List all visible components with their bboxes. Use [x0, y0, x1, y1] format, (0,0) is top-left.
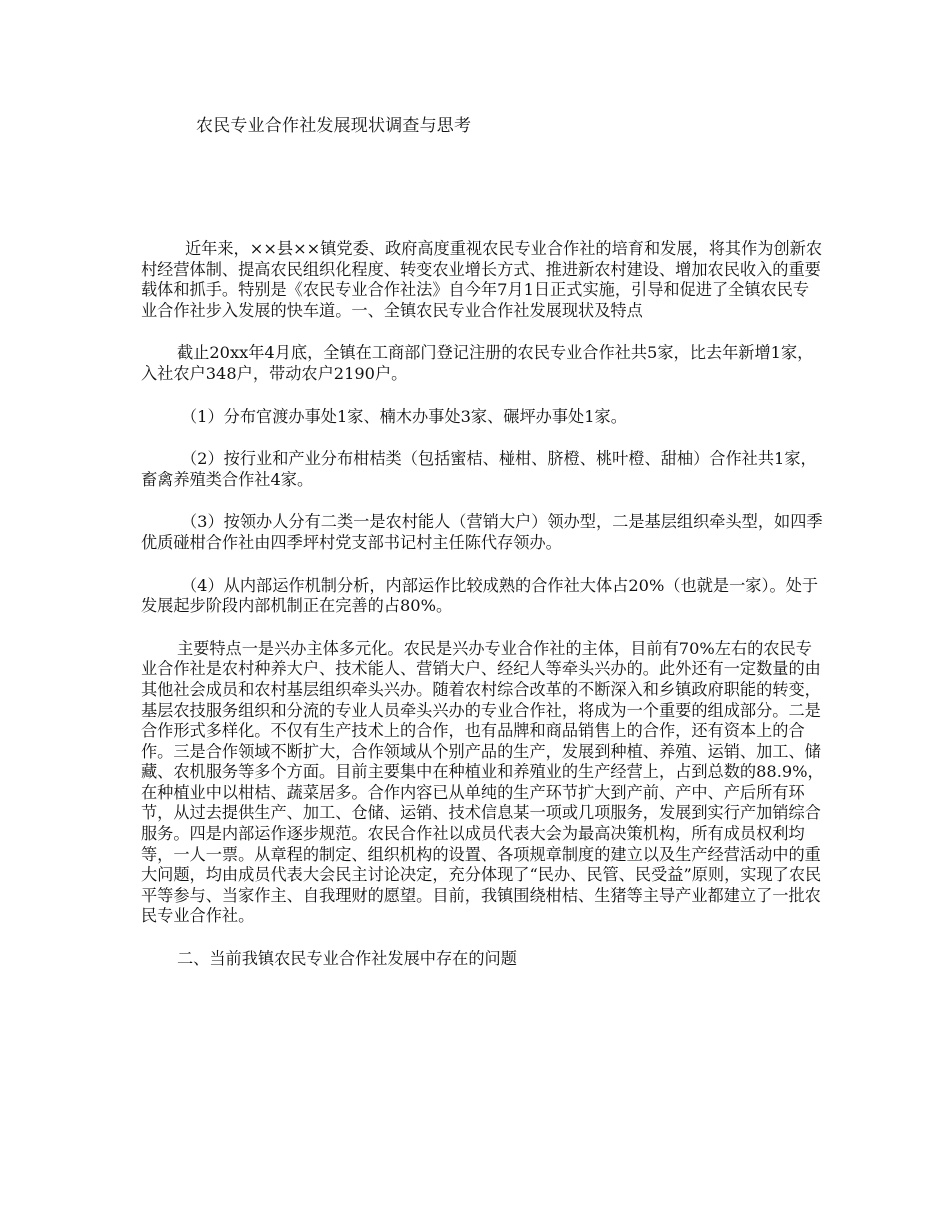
paragraph-distribution-by-leader: （3）按领办人分有二类一是农村能人（营销大户）领办型，二是基层组织牵头型，如四季优质碰柑合作社由四季坪村党支部书记村主任陈代存领办。: [141, 512, 823, 552]
paragraph-intro: 近年来，××县××镇党委、政府高度重视农民专业合作社的培育和发展，将其作为创新农村经营体制、提高农民组织化程度、转变农业增长方式、推进新农村建设、增加农民收入的重要载体和抓手。特别是《农民专业合作社法》自今年7月1日正式实施，引导和促进了全镇农民专业合作社步入发展的快车道。一、全镇农民专业合作社发展现状及特点: [141, 239, 823, 320]
paragraph-main-features: 主要特点一是兴办主体多元化。农民是兴办专业合作社的主体，目前有70%左右的农民专业合作社是农村种养大户、技术能人、营销大户、经纪人等牵头兴办的。此外还有一定数量的由其他社会成员和农村基层组织牵头兴办。随着农村综合改革的不断深入和乡镇政府职能的转变，基层农技服务组织和分流的专业人员牵头兴办的专业合作社，将成为一个重要的组成部分。二是合作形式多样化。不仅有生产技术上的合作，也有品牌和商品销售上的合作，还有资本上的合作。三是合作领域不断扩大，合作领域从个别产品的生产，发展到种植、养殖、运销、加工、储藏、农机服务等多个方面。目前主要集中在种植业和养殖业的生产经营上，占到总数的88.9%，在种植业中以柑桔、蔬菜居多。合作内容已从单纯的生产环节扩大到产前、产中、产后所有环节，从过去提供生产、加工、仓储、运销、技术信息某一项或几项服务，发展到实行产加销综合服务。四是内部运作逐步规范。农民合作社以成员代表大会为最高决策机构，所有成员权利均等，一人一票。从章程的制定、组织机构的设置、各项规章制度的建立以及生产经营活动中的重大问题，均由成员代表大会民主讨论决定，充分体现了“民办、民管、民受益”原则，实现了农民平等参与、当家作主、自我理财的愿望。目前，我镇围绕柑桔、生猪等主导产业都建立了一批农民专业合作社。: [141, 638, 824, 926]
document-body: [141, 239, 825, 992]
paragraph-internal-mechanism: （4）从内部运作机制分析，内部运作比较成熟的合作社大体占20%（也就是一家）。处于发展起步阶段内部机制正在完善的占80%。: [141, 575, 819, 616]
paragraph-distribution-by-industry: （2）按行业和产业分布柑桔类（包括蜜桔、椪柑、脐橙、桃叶橙、甜柚）合作社共1家，畜禽养殖类合作社4家。: [141, 449, 817, 489]
document-title: 农民专业合作社发展现状调查与思考: [196, 116, 472, 136]
section-heading-problems: 二、当前我镇农民专业合作社发展中存在的问题: [177, 949, 517, 969]
paragraph-registration-stats: 截止20xx年4月底，全镇在工商部门登记注册的农民专业合作社共5家，比去年新增1家，入社农户348户，带动农户2190户。: [141, 343, 814, 383]
paragraph-distribution-by-office: （1）分布官渡办事处1家、楠木办事处3家、碾坪办事处1家。: [181, 406, 627, 426]
